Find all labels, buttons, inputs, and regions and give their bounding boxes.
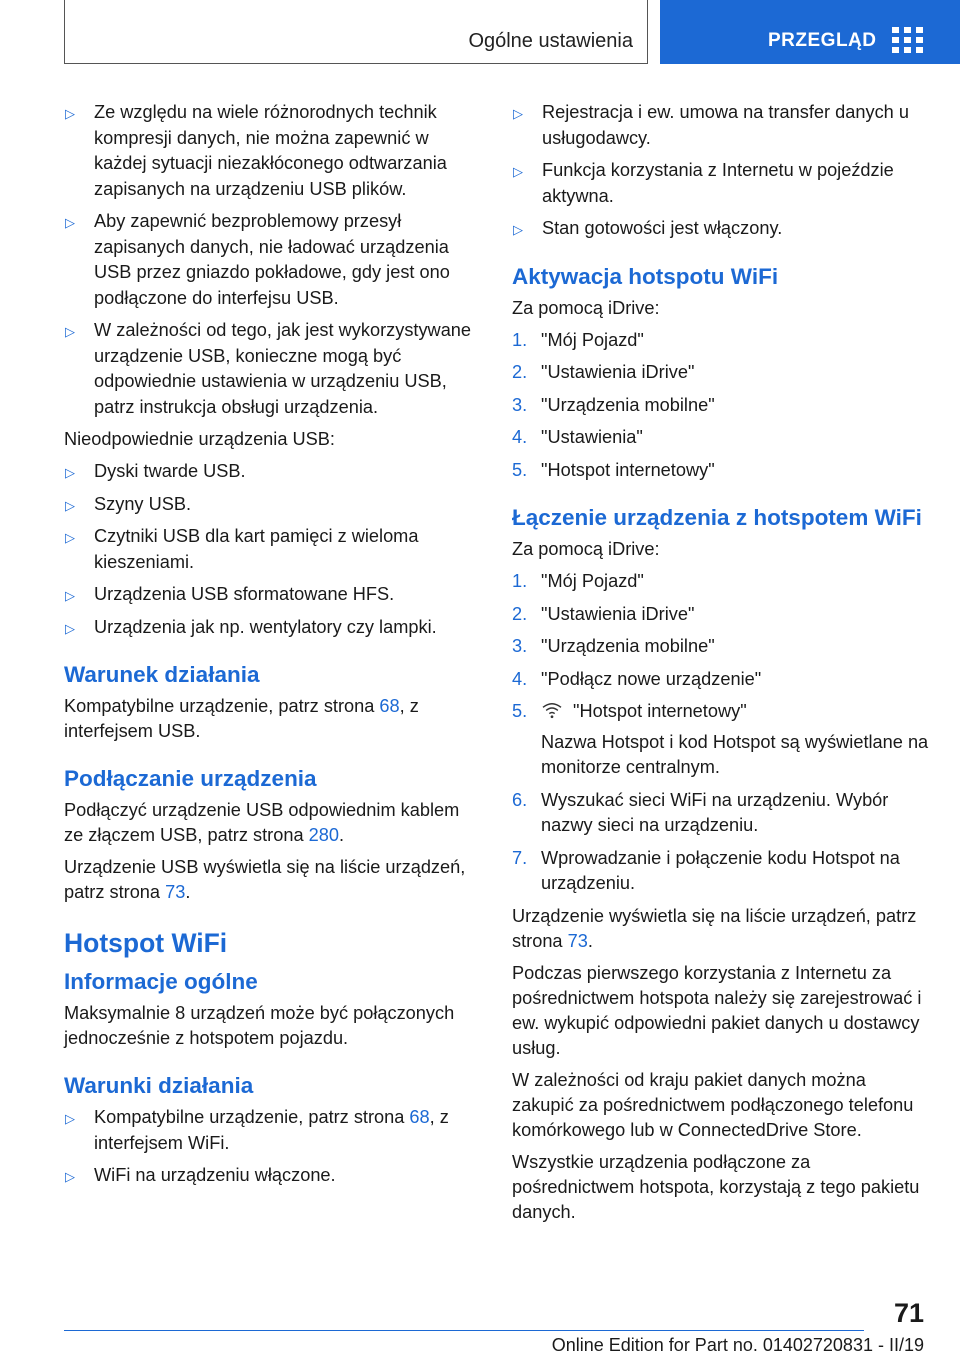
condition-text: Kompatybilne urządzenie, patrz strona 68, z interfejsem USB. <box>64 696 419 741</box>
list-item: ▷ Kompatybilne urządzenie, patrz strona 68, z interfejsem WiFi. <box>65 1107 449 1153</box>
triangle-bullet-icon: ▷ <box>65 588 75 603</box>
connect-steps <box>512 569 930 692</box>
step-text: "Urządzenia mobilne" <box>541 394 715 415</box>
triangle-bullet-icon: ▷ <box>65 620 75 636</box>
wifi-icon <box>541 701 563 719</box>
page-link-73[interactable]: 73 <box>567 930 588 951</box>
list-item: ▷ Ze względu na wiele różnorodnych technik kompresji danych, nie można zapewnić w każdej sytuacji niezakłóconego odtwarzania zapisanych na urządzeniu USB plików. <box>65 102 447 199</box>
step-number: 5. <box>512 701 528 721</box>
list-item <box>512 602 930 628</box>
page-number: 71 <box>893 1298 924 1328</box>
list-item <box>512 360 930 386</box>
heading-connecting: Podłączanie urządzenia <box>64 766 317 791</box>
step-text: "Ustawienia" <box>541 427 643 447</box>
section-title: Ogólne ustawienia <box>468 30 633 52</box>
display-text: Urządzenie USB wyświetla się na liście urządzeń, patrz strona 73. <box>64 857 466 902</box>
heading-condition: Warunek działania <box>64 662 260 687</box>
data-package-text: W zależności od kraju pakiet danych można zakupić za pośrednictwem podłączonego telefonu komórkowego lub w ConnectedDrive Store. <box>512 1069 914 1140</box>
step-text: Wyszukać sieci WiFi na urządzeniu. Wybór nazwy sieci na urządzeniu. <box>541 789 889 835</box>
shared-package-text: Wszystkie urządzenia podłączone za pośrednictwem hotspota, korzystają z tego pakietu danych. <box>512 1151 920 1222</box>
step-number: 1. <box>512 571 528 591</box>
triangle-bullet-icon: ▷ <box>65 1111 75 1126</box>
step-number: 5. <box>512 459 528 480</box>
list-item <box>512 788 930 839</box>
list-item <box>512 569 930 595</box>
step-number: 4. <box>512 427 528 447</box>
list-item <box>512 328 930 354</box>
step-text: "Hotspot internetowy" <box>541 459 715 480</box>
list-item: ▷ W zależności od tego, jak jest wykorzystywane urządzenie USB, konieczne mogą być odpowiednie ustawienia w urządzeniu USB, patrz instrukcja obsługi urządzenia. <box>65 320 472 417</box>
heading-general: Informacje ogólne <box>64 969 258 994</box>
usb-notes-list <box>64 100 478 420</box>
page-link-68[interactable]: 68 <box>379 696 400 716</box>
step-text: "Mój Pojazd" <box>541 329 644 350</box>
heading-connecting-hotspot: Łączenie urządzenia z hotspotem WiFi <box>512 505 922 530</box>
triangle-bullet-icon: ▷ <box>65 324 75 339</box>
section-title-box <box>64 0 648 64</box>
footer-divider <box>64 1330 864 1331</box>
list-item <box>512 634 930 660</box>
step-number: 7. <box>512 847 528 868</box>
step-text: "Podłącz nowe urządzenie" <box>541 668 762 689</box>
step-text: "Ustawienia iDrive" <box>541 362 695 382</box>
activation-steps <box>512 328 930 484</box>
step-number: 2. <box>512 362 528 382</box>
heading-hotspot: Hotspot WiFi <box>64 928 228 958</box>
idrive-intro: Za pomocą iDrive: <box>512 539 660 559</box>
right-column <box>512 100 930 1232</box>
list-item <box>512 458 930 484</box>
registration-text: Podczas pierwszego korzystania z Internetu za pośrednictwem hotspota należy się zarejestrować i ew. wykupić odpowiedni pakiet danych u dostawcy usług. <box>512 962 922 1058</box>
general-text: Maksymalnie 8 urządzeń może być połączonych jednocześnie z hotspotem pojazdu. <box>64 1003 455 1048</box>
list-item <box>512 425 930 451</box>
list-item: ▷ Funkcja korzystania z Internetu w pojeździe aktywna. <box>513 160 894 206</box>
step-text: Wprowadzanie i połączenie kodu Hotspot na urządzeniu. <box>541 847 900 893</box>
step-number: 2. <box>512 603 528 624</box>
overview-label: PRZEGLĄD <box>768 30 877 51</box>
page-header <box>0 0 960 66</box>
list-item: ▷ Urządzenia jak np. wentylatory czy lampki. <box>64 615 478 641</box>
connect-steps-continued <box>512 788 930 897</box>
list-item: ▷ Urządzenia USB sformatowane HFS. <box>64 582 478 608</box>
triangle-bullet-icon: ▷ <box>513 222 523 237</box>
idrive-intro: Za pomocą iDrive: <box>512 297 660 318</box>
page-link-280[interactable]: 280 <box>308 825 339 845</box>
list-text: Urządzenie wyświetla się na liście urządzeń, patrz strona 73. <box>512 905 917 951</box>
triangle-bullet-icon: ▷ <box>65 465 75 480</box>
unsuitable-devices-list <box>64 459 478 640</box>
grid-icon <box>892 27 923 53</box>
overview-button[interactable] <box>660 0 960 64</box>
step-text: "Urządzenia mobilne" <box>541 636 715 656</box>
edition-footer: Online Edition for Part no. 01402720831 - II/19 <box>551 1335 924 1355</box>
list-item: ▷ Dyski twarde USB. <box>64 459 478 485</box>
list-item <box>512 846 930 897</box>
step-number: 6. <box>512 789 528 810</box>
triangle-bullet-icon: ▷ <box>65 1169 75 1184</box>
unsuitable-intro: Nieodpowiednie urządzenia USB: <box>64 429 335 449</box>
list-item <box>512 393 930 419</box>
step-number: 1. <box>512 329 528 350</box>
heading-conditions: Warunki działania <box>64 1073 254 1098</box>
step-number: 3. <box>512 636 528 656</box>
triangle-bullet-icon: ▷ <box>65 215 75 230</box>
list-item: ▷ Aby zapewnić bezproblemowy przesył zapisanych danych, nie ładować urządzenia USB przez gniazdo pokładowe, gdy jest ono podłączone do interfejsu USB. <box>65 211 450 308</box>
triangle-bullet-icon: ▷ <box>65 106 75 121</box>
triangle-bullet-icon: ▷ <box>513 164 523 179</box>
list-item <box>512 667 930 693</box>
step-number: 4. <box>512 668 528 689</box>
list-item: ▷ Stan gotowości jest włączony. <box>512 216 930 242</box>
triangle-bullet-icon: ▷ <box>65 497 75 513</box>
requirements-list <box>512 100 930 242</box>
list-item: ▷ Szyny USB. <box>64 492 478 518</box>
triangle-bullet-icon: ▷ <box>513 106 523 121</box>
list-item: 5. "Hotspot internetowy" <box>512 699 930 725</box>
heading-activation: Aktywacja hotspotu WiFi <box>512 263 779 289</box>
step5-description: Nazwa Hotspot i kod Hotspot są wyświetlane na monitorze centralnym. <box>541 731 929 777</box>
list-item: ▷ Czytniki USB dla kart pamięci z wieloma kieszeniami. <box>65 526 419 572</box>
connect-text: Podłączyć urządzenie USB odpowiednim kablem ze złączem USB, patrz strona 280. <box>64 800 460 845</box>
step-text: "Mój Pojazd" <box>541 571 644 591</box>
list-item: ▷ Rejestracja i ew. umowa na transfer danych u usługodawcy. <box>513 102 909 148</box>
step-text: "Ustawienia iDrive" <box>541 603 695 624</box>
triangle-bullet-icon: ▷ <box>65 530 75 545</box>
step-number: 3. <box>512 394 528 415</box>
page-link-73[interactable]: 73 <box>165 882 186 902</box>
list-item: ▷ WiFi na urządzeniu włączone. <box>64 1163 478 1189</box>
left-column <box>64 100 478 1196</box>
page-link-68[interactable]: 68 <box>409 1107 430 1127</box>
